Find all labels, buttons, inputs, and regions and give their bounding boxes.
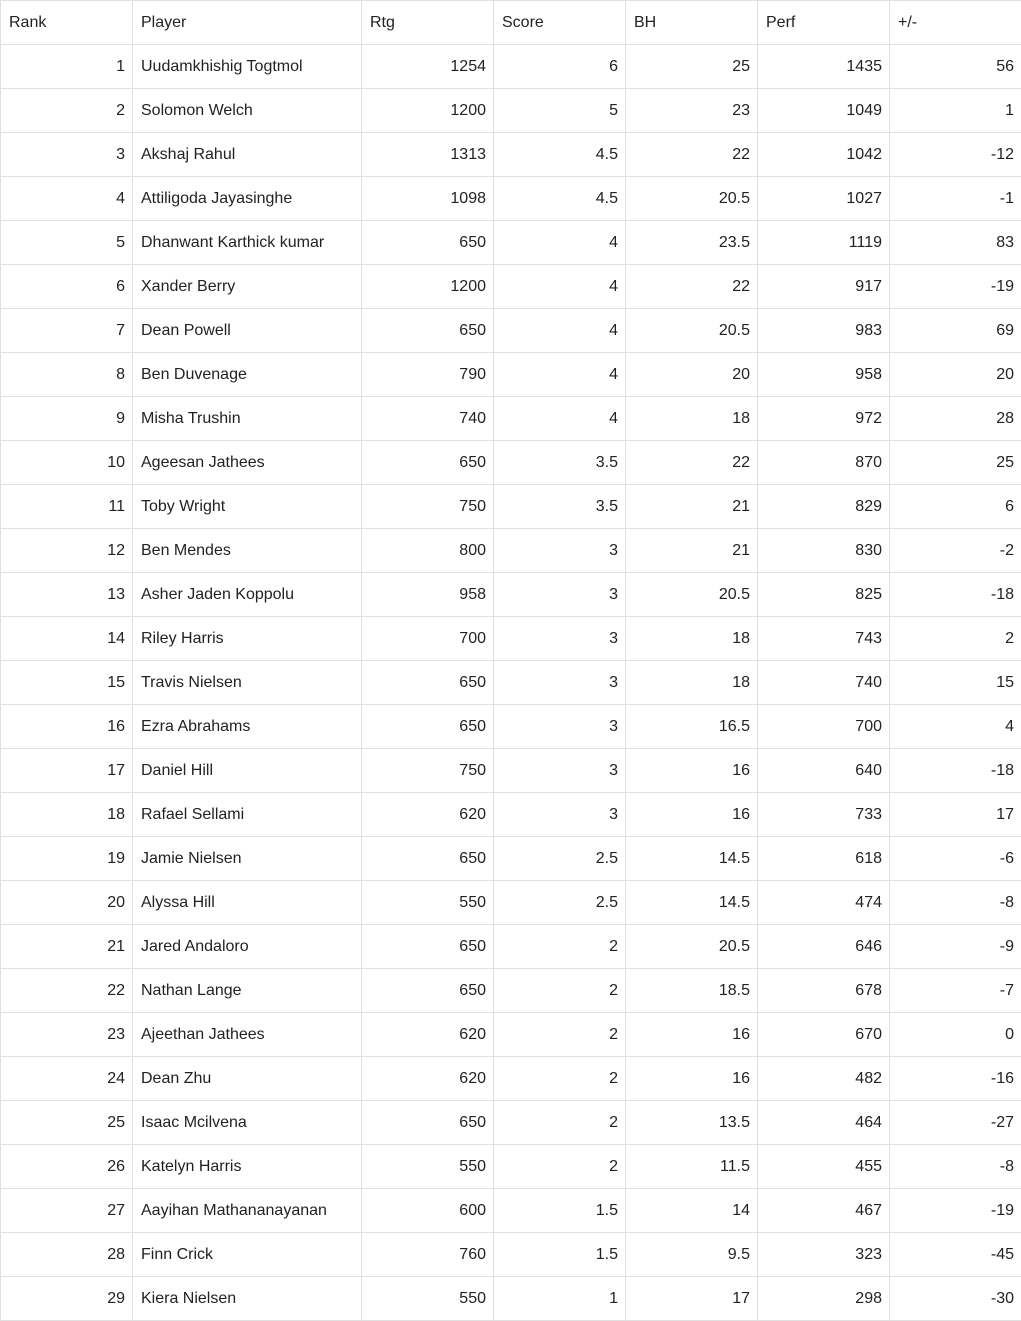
rating-change-cell: -19 <box>890 265 1021 309</box>
player-name-cell: Jamie Nielsen <box>133 837 362 881</box>
performance-cell: 1119 <box>758 221 890 265</box>
score-cell: 4 <box>494 221 626 265</box>
player-name-cell: Travis Nielsen <box>133 661 362 705</box>
rating-cell: 650 <box>362 969 494 1013</box>
buchholz-cell: 18.5 <box>626 969 758 1013</box>
performance-cell: 830 <box>758 529 890 573</box>
player-name-cell: Misha Trushin <box>133 397 362 441</box>
column-header-performance: Perf <box>758 1 890 45</box>
table-row <box>1 45 1021 89</box>
score-cell: 2 <box>494 1013 626 1057</box>
table-row <box>1 177 1021 221</box>
buchholz-cell: 20 <box>626 353 758 397</box>
rank-cell: 4 <box>1 177 133 221</box>
table-row <box>1 749 1021 793</box>
score-cell: 3.5 <box>494 441 626 485</box>
rating-change-cell: -12 <box>890 133 1021 177</box>
table-row <box>1 1189 1021 1233</box>
rating-change-cell: 20 <box>890 353 1021 397</box>
buchholz-cell: 14.5 <box>626 881 758 925</box>
rank-cell: 17 <box>1 749 133 793</box>
player-name-cell: Finn Crick <box>133 1233 362 1277</box>
player-name-cell: Katelyn Harris <box>133 1145 362 1189</box>
rating-change-cell: -30 <box>890 1277 1021 1321</box>
rank-cell: 14 <box>1 617 133 661</box>
rating-cell: 550 <box>362 1145 494 1189</box>
table-row <box>1 573 1021 617</box>
player-name-cell: Akshaj Rahul <box>133 133 362 177</box>
rating-cell: 1313 <box>362 133 494 177</box>
table-row <box>1 969 1021 1013</box>
table-row <box>1 793 1021 837</box>
rating-cell: 650 <box>362 309 494 353</box>
performance-cell: 1027 <box>758 177 890 221</box>
rank-cell: 20 <box>1 881 133 925</box>
player-name-cell: Dean Powell <box>133 309 362 353</box>
score-cell: 6 <box>494 45 626 89</box>
score-cell: 1.5 <box>494 1189 626 1233</box>
performance-cell: 917 <box>758 265 890 309</box>
rating-change-cell: 2 <box>890 617 1021 661</box>
buchholz-cell: 16 <box>626 1013 758 1057</box>
player-name-cell: Toby Wright <box>133 485 362 529</box>
rating-cell: 700 <box>362 617 494 661</box>
table-row <box>1 1057 1021 1101</box>
score-cell: 3 <box>494 705 626 749</box>
performance-cell: 482 <box>758 1057 890 1101</box>
rating-change-cell: 6 <box>890 485 1021 529</box>
rank-cell: 22 <box>1 969 133 1013</box>
score-cell: 3 <box>494 529 626 573</box>
rank-cell: 2 <box>1 89 133 133</box>
performance-cell: 670 <box>758 1013 890 1057</box>
performance-cell: 464 <box>758 1101 890 1145</box>
column-header-buchholz: BH <box>626 1 758 45</box>
table-row <box>1 925 1021 969</box>
buchholz-cell: 20.5 <box>626 573 758 617</box>
rating-cell: 1098 <box>362 177 494 221</box>
table-row <box>1 661 1021 705</box>
performance-cell: 678 <box>758 969 890 1013</box>
player-name-cell: Uudamkhishig Togtmol <box>133 45 362 89</box>
table-row <box>1 1101 1021 1145</box>
column-header-rank: Rank <box>1 1 133 45</box>
rating-cell: 650 <box>362 925 494 969</box>
rank-cell: 18 <box>1 793 133 837</box>
performance-cell: 618 <box>758 837 890 881</box>
table-row <box>1 1277 1021 1321</box>
table-row <box>1 353 1021 397</box>
rating-cell: 650 <box>362 1101 494 1145</box>
rating-change-cell: -16 <box>890 1057 1021 1101</box>
player-name-cell: Aayihan Mathananayanan <box>133 1189 362 1233</box>
rating-change-cell: -18 <box>890 749 1021 793</box>
score-cell: 3.5 <box>494 485 626 529</box>
performance-cell: 467 <box>758 1189 890 1233</box>
player-name-cell: Kiera Nielsen <box>133 1277 362 1321</box>
rating-change-cell: 69 <box>890 309 1021 353</box>
buchholz-cell: 21 <box>626 485 758 529</box>
rating-change-cell: 4 <box>890 705 1021 749</box>
rating-change-cell: -45 <box>890 1233 1021 1277</box>
rating-cell: 958 <box>362 573 494 617</box>
table-row <box>1 485 1021 529</box>
rank-cell: 16 <box>1 705 133 749</box>
player-name-cell: Alyssa Hill <box>133 881 362 925</box>
rating-cell: 760 <box>362 1233 494 1277</box>
performance-cell: 958 <box>758 353 890 397</box>
rating-cell: 790 <box>362 353 494 397</box>
rating-cell: 650 <box>362 441 494 485</box>
score-cell: 3 <box>494 749 626 793</box>
column-header-rating-change: +/- <box>890 1 1021 45</box>
rank-cell: 21 <box>1 925 133 969</box>
rating-cell: 1200 <box>362 265 494 309</box>
buchholz-cell: 22 <box>626 133 758 177</box>
buchholz-cell: 14 <box>626 1189 758 1233</box>
buchholz-cell: 25 <box>626 45 758 89</box>
rank-cell: 1 <box>1 45 133 89</box>
rank-cell: 29 <box>1 1277 133 1321</box>
rating-change-cell: -7 <box>890 969 1021 1013</box>
rating-change-cell: -18 <box>890 573 1021 617</box>
player-name-cell: Ben Duvenage <box>133 353 362 397</box>
buchholz-cell: 11.5 <box>626 1145 758 1189</box>
player-name-cell: Isaac Mcilvena <box>133 1101 362 1145</box>
table-row <box>1 397 1021 441</box>
rating-change-cell: -19 <box>890 1189 1021 1233</box>
rank-cell: 7 <box>1 309 133 353</box>
table-row <box>1 265 1021 309</box>
score-cell: 2 <box>494 1145 626 1189</box>
performance-cell: 1049 <box>758 89 890 133</box>
buchholz-cell: 23.5 <box>626 221 758 265</box>
performance-cell: 640 <box>758 749 890 793</box>
rating-change-cell: 83 <box>890 221 1021 265</box>
rating-cell: 650 <box>362 661 494 705</box>
column-header-rating: Rtg <box>362 1 494 45</box>
performance-cell: 298 <box>758 1277 890 1321</box>
buchholz-cell: 18 <box>626 397 758 441</box>
rating-change-cell: -2 <box>890 529 1021 573</box>
rating-change-cell: -1 <box>890 177 1021 221</box>
rating-change-cell: 17 <box>890 793 1021 837</box>
score-cell: 2 <box>494 969 626 1013</box>
rank-cell: 24 <box>1 1057 133 1101</box>
buchholz-cell: 22 <box>626 265 758 309</box>
score-cell: 4.5 <box>494 133 626 177</box>
buchholz-cell: 13.5 <box>626 1101 758 1145</box>
table-row <box>1 1233 1021 1277</box>
buchholz-cell: 23 <box>626 89 758 133</box>
rating-change-cell: 56 <box>890 45 1021 89</box>
buchholz-cell: 18 <box>626 661 758 705</box>
performance-cell: 983 <box>758 309 890 353</box>
performance-cell: 1435 <box>758 45 890 89</box>
performance-cell: 825 <box>758 573 890 617</box>
table-row <box>1 133 1021 177</box>
rating-change-cell: 1 <box>890 89 1021 133</box>
rating-cell: 550 <box>362 1277 494 1321</box>
buchholz-cell: 16 <box>626 1057 758 1101</box>
rating-cell: 1200 <box>362 89 494 133</box>
buchholz-cell: 14.5 <box>626 837 758 881</box>
performance-cell: 829 <box>758 485 890 529</box>
performance-cell: 646 <box>758 925 890 969</box>
rank-cell: 28 <box>1 1233 133 1277</box>
score-cell: 4.5 <box>494 177 626 221</box>
score-cell: 1 <box>494 1277 626 1321</box>
buchholz-cell: 16 <box>626 793 758 837</box>
rating-change-cell: 15 <box>890 661 1021 705</box>
score-cell: 4 <box>494 309 626 353</box>
rating-cell: 750 <box>362 485 494 529</box>
performance-cell: 1042 <box>758 133 890 177</box>
performance-cell: 870 <box>758 441 890 485</box>
buchholz-cell: 20.5 <box>626 177 758 221</box>
rank-cell: 27 <box>1 1189 133 1233</box>
performance-cell: 733 <box>758 793 890 837</box>
score-cell: 2 <box>494 925 626 969</box>
table-row <box>1 837 1021 881</box>
rank-cell: 5 <box>1 221 133 265</box>
score-cell: 1.5 <box>494 1233 626 1277</box>
performance-cell: 474 <box>758 881 890 925</box>
buchholz-cell: 16 <box>626 749 758 793</box>
rank-cell: 19 <box>1 837 133 881</box>
rating-change-cell: -27 <box>890 1101 1021 1145</box>
score-cell: 3 <box>494 661 626 705</box>
player-name-cell: Nathan Lange <box>133 969 362 1013</box>
player-name-cell: Daniel Hill <box>133 749 362 793</box>
score-cell: 2.5 <box>494 881 626 925</box>
performance-cell: 455 <box>758 1145 890 1189</box>
performance-cell: 972 <box>758 397 890 441</box>
score-cell: 4 <box>494 353 626 397</box>
buchholz-cell: 9.5 <box>626 1233 758 1277</box>
buchholz-cell: 16.5 <box>626 705 758 749</box>
rank-cell: 6 <box>1 265 133 309</box>
rating-cell: 620 <box>362 1013 494 1057</box>
rank-cell: 13 <box>1 573 133 617</box>
score-cell: 3 <box>494 573 626 617</box>
score-cell: 5 <box>494 89 626 133</box>
buchholz-cell: 21 <box>626 529 758 573</box>
table-row <box>1 881 1021 925</box>
player-name-cell: Riley Harris <box>133 617 362 661</box>
rank-cell: 25 <box>1 1101 133 1145</box>
buchholz-cell: 18 <box>626 617 758 661</box>
table-row <box>1 617 1021 661</box>
buchholz-cell: 22 <box>626 441 758 485</box>
buchholz-cell: 20.5 <box>626 925 758 969</box>
rating-cell: 620 <box>362 1057 494 1101</box>
rating-change-cell: 25 <box>890 441 1021 485</box>
performance-cell: 740 <box>758 661 890 705</box>
rank-cell: 23 <box>1 1013 133 1057</box>
score-cell: 3 <box>494 793 626 837</box>
table-row <box>1 1013 1021 1057</box>
rank-cell: 12 <box>1 529 133 573</box>
player-name-cell: Dhanwant Karthick kumar <box>133 221 362 265</box>
rating-change-cell: -8 <box>890 881 1021 925</box>
player-name-cell: Ajeethan Jathees <box>133 1013 362 1057</box>
player-name-cell: Asher Jaden Koppolu <box>133 573 362 617</box>
rating-cell: 740 <box>362 397 494 441</box>
table-row <box>1 221 1021 265</box>
player-name-cell: Rafael Sellami <box>133 793 362 837</box>
rank-cell: 8 <box>1 353 133 397</box>
table-row <box>1 705 1021 749</box>
rank-cell: 10 <box>1 441 133 485</box>
rank-cell: 3 <box>1 133 133 177</box>
rating-cell: 750 <box>362 749 494 793</box>
rating-cell: 650 <box>362 221 494 265</box>
table-body <box>1 45 1021 1321</box>
table-row <box>1 529 1021 573</box>
performance-cell: 743 <box>758 617 890 661</box>
rank-cell: 11 <box>1 485 133 529</box>
player-name-cell: Attiligoda Jayasinghe <box>133 177 362 221</box>
rank-cell: 9 <box>1 397 133 441</box>
score-cell: 2.5 <box>494 837 626 881</box>
column-header-player: Player <box>133 1 362 45</box>
rating-change-cell: -9 <box>890 925 1021 969</box>
table-row <box>1 441 1021 485</box>
rating-cell: 600 <box>362 1189 494 1233</box>
buchholz-cell: 17 <box>626 1277 758 1321</box>
rating-cell: 550 <box>362 881 494 925</box>
score-cell: 2 <box>494 1101 626 1145</box>
score-cell: 4 <box>494 397 626 441</box>
score-cell: 4 <box>494 265 626 309</box>
buchholz-cell: 20.5 <box>626 309 758 353</box>
player-name-cell: Ezra Abrahams <box>133 705 362 749</box>
rank-cell: 15 <box>1 661 133 705</box>
player-name-cell: Xander Berry <box>133 265 362 309</box>
performance-cell: 700 <box>758 705 890 749</box>
rating-cell: 1254 <box>362 45 494 89</box>
score-cell: 3 <box>494 617 626 661</box>
table-row <box>1 309 1021 353</box>
performance-cell: 323 <box>758 1233 890 1277</box>
rating-change-cell: 28 <box>890 397 1021 441</box>
rating-change-cell: -6 <box>890 837 1021 881</box>
rating-change-cell: -8 <box>890 1145 1021 1189</box>
player-name-cell: Dean Zhu <box>133 1057 362 1101</box>
player-name-cell: Solomon Welch <box>133 89 362 133</box>
rating-cell: 650 <box>362 837 494 881</box>
player-name-cell: Ben Mendes <box>133 529 362 573</box>
table-row <box>1 1145 1021 1189</box>
rating-cell: 800 <box>362 529 494 573</box>
player-name-cell: Jared Andaloro <box>133 925 362 969</box>
player-name-cell: Ageesan Jathees <box>133 441 362 485</box>
header-row <box>1 1 1021 45</box>
rating-change-cell: 0 <box>890 1013 1021 1057</box>
rating-cell: 650 <box>362 705 494 749</box>
table-row <box>1 89 1021 133</box>
rank-cell: 26 <box>1 1145 133 1189</box>
score-cell: 2 <box>494 1057 626 1101</box>
rating-cell: 620 <box>362 793 494 837</box>
column-header-score: Score <box>494 1 626 45</box>
